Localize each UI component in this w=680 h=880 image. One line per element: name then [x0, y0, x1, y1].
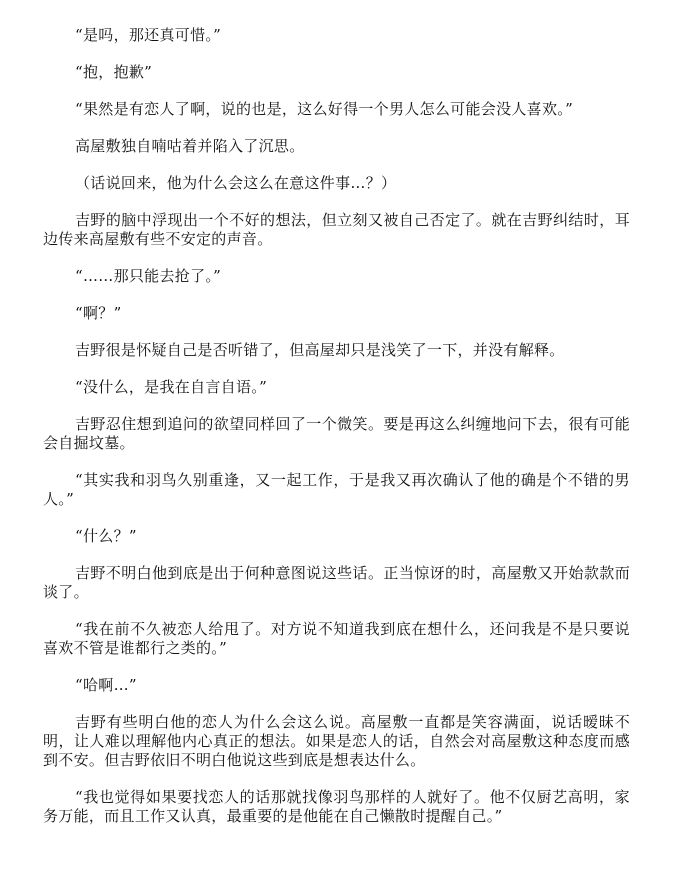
paragraph: 吉野不明白他到底是出于何种意图说这些话。正当惊讶的时，高屋敷又开始款款而谈了。: [43, 564, 630, 601]
paragraph: 吉野很是怀疑自己是否听错了，但高屋却只是浅笑了一下，并没有解释。: [75, 341, 565, 359]
paragraph: 吉野的脑中浮现出一个不好的想法，但立刻又被自己否定了。就在吉野纠结时，耳边传来高屋敷有些不安定的声音。: [43, 211, 630, 248]
paragraph: “我也觉得如果要找恋人的话那就找像羽鸟那样的人就好了。他不仅厨艺高明，家务万能，而且工作又认真，最重要的是他能在自己懒散时提醒自己。”: [43, 788, 630, 825]
paragraph: （话说回来，他为什么会这么在意这件事…？）: [75, 174, 397, 192]
paragraph: “什么？”: [75, 527, 137, 545]
paragraph: “没什么，是我在自言自语。”: [75, 378, 268, 396]
paragraph: “哈啊…”: [75, 676, 137, 694]
paragraph: 高屋敷独自喃咕着并陷入了沉思。: [75, 137, 305, 155]
paragraph: “……那只能去抢了。”: [75, 267, 222, 285]
paragraph: “果然是有恋人了啊，说的也是，这么好得一个男人怎么可能会没人喜欢。”: [75, 100, 574, 118]
paragraph: “抱，抱歉”: [75, 63, 153, 81]
paragraph: “其实我和羽鸟久别重逢，又一起工作，于是我又再次确认了他的确是个不错的男人。”: [43, 471, 630, 508]
paragraph: 吉野忍住想到追问的欲望同样回了一个微笑。要是再这么纠缠地问下去，很有可能会自掘坟墓。: [43, 415, 630, 452]
paragraph: “我在前不久被恋人给甩了。对方说不知道我到底在想什么，还问我是不是只要说喜欢不管是谁都行之类的。”: [43, 620, 630, 657]
paragraph: “啊？”: [75, 304, 122, 322]
paragraph: 吉野有些明白他的恋人为什么会这么说。高屋敷一直都是笑容满面，说话暧昧不明，让人难以理解他内心真正的想法。如果是恋人的话，自然会对高屋敷这种态度而感到不安。但吉野依旧不明白他说这些到底是想表达什么。: [43, 713, 630, 769]
paragraph: “是吗，那还真可惜。”: [75, 26, 222, 44]
